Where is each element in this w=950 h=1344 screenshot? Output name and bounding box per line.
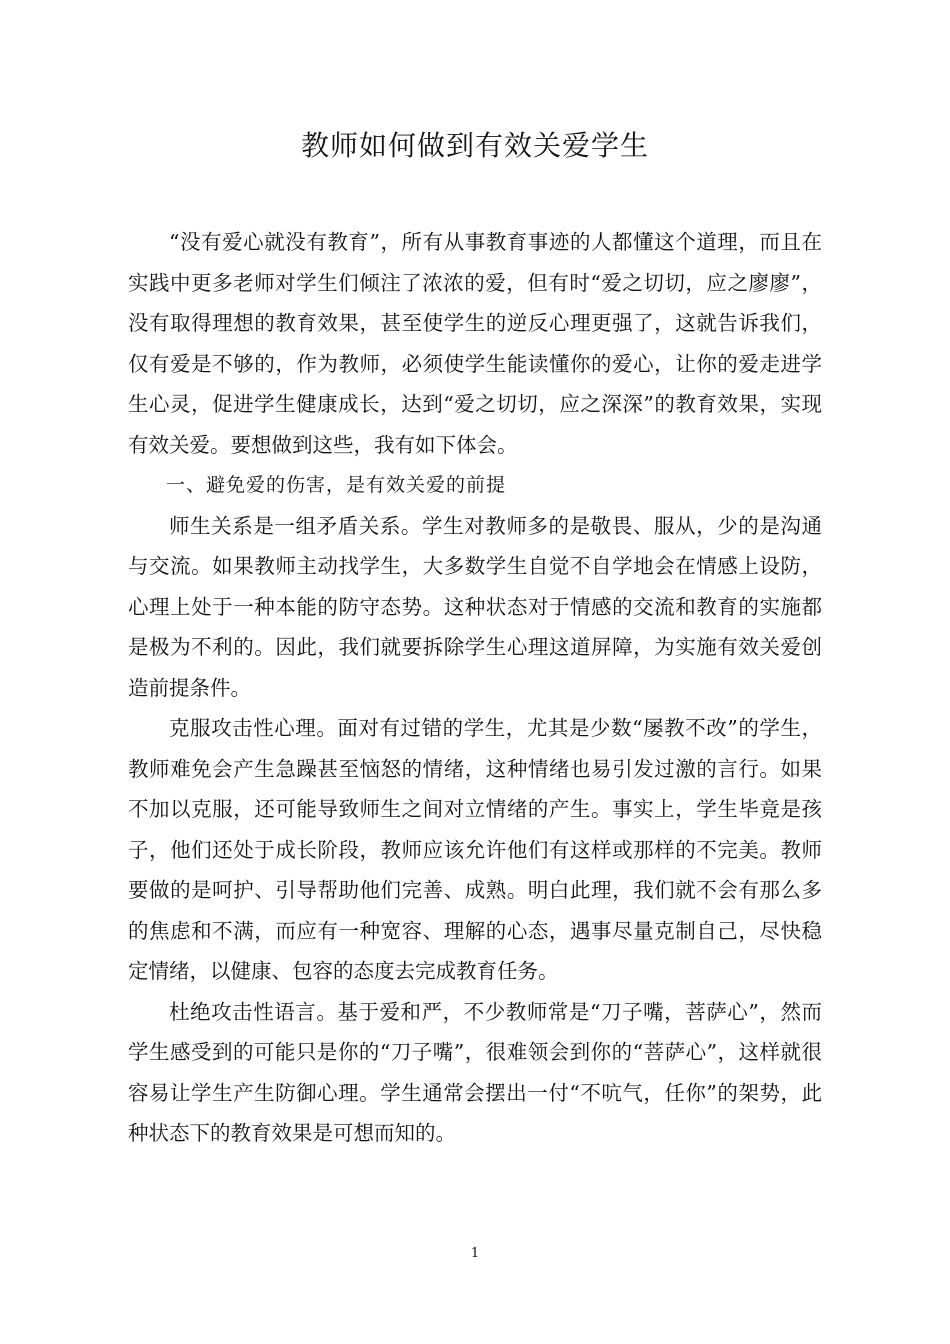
body-paragraph: 克服攻击性心理。面对有过错的学生，尤其是少数“屡教不改”的学生，教师难免会产生急躁甚至恼怒的情绪，这种情绪也易引发过激的言行。如果不加以克服，还可能导致师生之间对立情绪的产生。事实上，学生毕竟是孩子，他们还处于成长阶段，教师应该允许他们有这样或那样的不完美。教师要做的是呵护、引导帮助他们完善、成熟。明白此理，我们就不会有那么多的焦虑和不满，而应有一种宽容、理解的心态，遇事尽量克制自己，尽快稳定情绪，以健康、包容的态度去完成教育任务。 bbox=[128, 716, 822, 983]
body-paragraph: 杜绝攻击性语言。基于爱和严，不少教师常是“刀子嘴，菩萨心”，然而学生感受到的可能只是你的“刀子嘴”，很难领会到你的“菩萨心”，这样就很容易让学生产生防御心理。学生通常会摆出一付“不吭气，任你”的架势，此种状态下的教育效果是可想而知的。 bbox=[128, 999, 822, 1145]
document-body bbox=[128, 222, 822, 1154]
body-paragraph: 师生关系是一组矛盾关系。学生对教师多的是敬畏、服从，少的是沟通与交流。如果教师主动找学生，大多数学生自觉不自学地会在情感上设防，心理上处于一种本能的防守态势。这种状态对于情感的交流和教育的实施都是极为不利的。因此，我们就要拆除学生心理这道屏障，为实施有效关爱创造前提条件。 bbox=[128, 513, 822, 700]
page-number: 1 bbox=[470, 1246, 480, 1261]
document-title: 教师如何做到有效关爱学生 bbox=[300, 129, 649, 162]
intro-paragraph: “没有爱心就没有教育”，所有从事教育事迹的人都懂这个道理，而且在实践中更多老师对学生们倾注了浓浓的爱，但有时“爱之切切，应之廖廖”，没有取得理想的教育效果，甚至使学生的逆反心理更强了，这就告诉我们，仅有爱是不够的，作为教师，必须使学生能读懂你的爱心，让你的爱走进学生心灵，促进学生健康成长，达到“爱之切切，应之深深”的教育效果，实现有效关爱。要想做到这些，我有如下体会。 bbox=[128, 230, 822, 457]
section-heading: 一、避免爱的伤害，是有效关爱的前提 bbox=[166, 474, 507, 496]
